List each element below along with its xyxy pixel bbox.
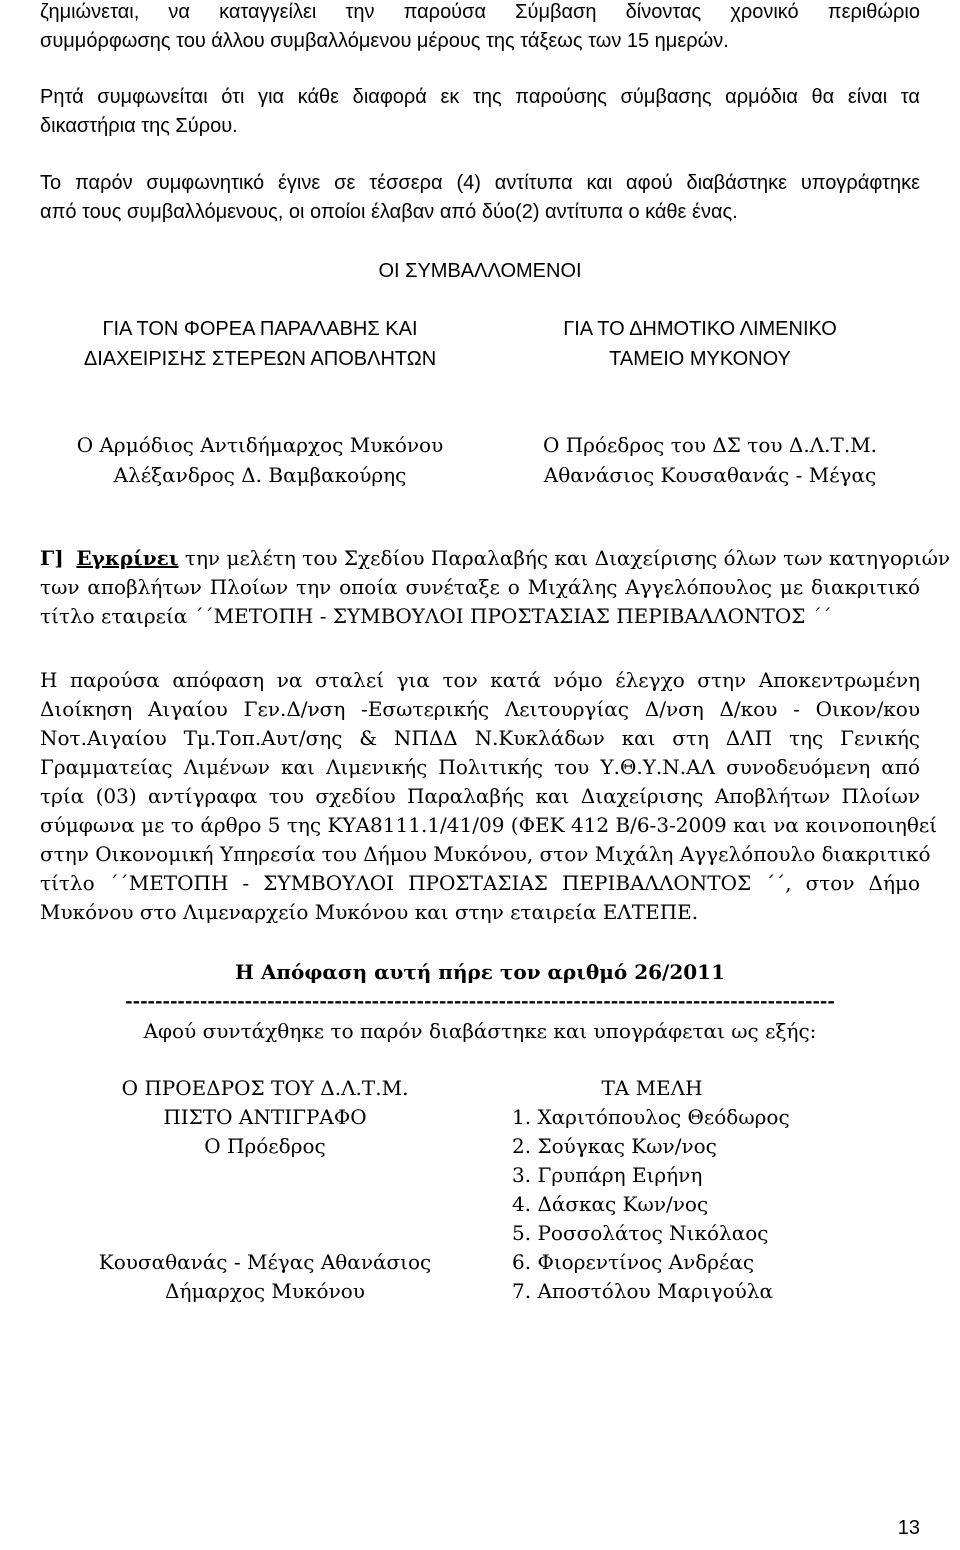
section-g-label: Γ] xyxy=(40,546,64,570)
dispatch-line-4: Γραμματείας Λιμένων και Λιμενικής Πολιτικής του Υ.Θ.Υ.Ν.ΑΛ συνοδευόμενη από xyxy=(40,755,920,779)
intro-line-2: συμμόρφωσης του άλλου συμβαλλόμενου μέρους της τάξεως των 15 ημερών. xyxy=(40,30,729,52)
jurisdiction-line-2: δικαστήρια της Σύρου. xyxy=(40,115,238,137)
member-item: 4. Δάσκας Κων/νος xyxy=(512,1192,709,1216)
dispatch-line-3: Νοτ.Αιγαίου Τμ.Τοπ.Αυτ/σης & ΝΠΔΔ Ν.Κυκλάδων και στη ΔΛΠ της Γενικής xyxy=(40,726,920,750)
decision-title: Η Απόφαση αυτή πήρε τον αριθμό 26/2011 xyxy=(234,960,725,984)
section-g-line-3: τίτλο εταιρεία ΄΄ΜΕΤΟΠΗ - ΣΥΜΒΟΥΛΟΙ ΠΡΟΣΤΑΣΙΑΣ ΠΕΡΙΒΑΛΛΟΝΤΟΣ ΄΄ xyxy=(40,604,832,628)
signatory-left-role: Ο Αρμόδιος Αντιδήμαρχος Μυκόνου xyxy=(76,433,444,457)
decision-separator: ----------------------------------------------------------------------------------------------- xyxy=(125,991,835,1012)
dispatch-line-8: τίτλο ΄΄ΜΕΤΟΠΗ - ΣΥΜΒΟΥΛΟΙ ΠΡΟΣΤΑΣΙΑΣ ΠΕΡΙΒΑΛΛΟΝΤΟΣ ΄΄, στον Δήμο xyxy=(40,871,920,895)
president-line-2: ΠΙΣΤΟ ΑΝΤΙΓΡΑΦΟ xyxy=(163,1105,367,1129)
dispatch-line-2: Διοίκηση Αιγαίου Γεν.Δ/νση -Εσωτερικής Λειτουργίας Δ/νση Δ/κου - Οικον/κου xyxy=(40,697,920,721)
party-left-line-1: ΓΙΑ ΤΟΝ ΦΟΡΕΑ ΠΑΡΑΛΑΒΗΣ ΚΑΙ xyxy=(102,318,418,340)
dispatch-line-7: στην Οικονομική Υπηρεσία του Δήμου Μυκόνου, στον Μιχάλη Αγγελόπουλο διακριτικό xyxy=(40,842,931,866)
signatory-right xyxy=(490,430,930,490)
dispatch-line-5: τρία (03) αντίγραφα του σχεδίου Παραλαβής και Διαχείρισης Αποβλήτων Πλοίων xyxy=(40,784,920,808)
president-signature xyxy=(90,1248,440,1306)
member-item: 5. Ροσσολάτος Νικόλαος xyxy=(512,1221,769,1245)
president-name: Κουσαθανάς - Μέγας Αθανάσιος xyxy=(98,1250,432,1274)
party-left-line-2: ΔΙΑΧΕΙΡΙΣΗΣ ΣΤΕΡΕΩΝ ΑΠΟΒΛΗΤΩΝ xyxy=(83,348,437,370)
members-heading: ΤΑ ΜΕΛΗ xyxy=(601,1076,703,1100)
section-g-line-2: των αποβλήτων Πλοίων την οποία συνέταξε ο Μιχάλης Αγγελόπουλος με διακριτικό xyxy=(40,575,920,599)
section-g-line-1 xyxy=(40,544,951,573)
closing-statement: Αφού συντάχθηκε το παρόν διαβάστηκε και υπογράφεται ως εξής: xyxy=(143,1019,817,1043)
party-right-block xyxy=(490,314,910,374)
president-title: Δήμαρχος Μυκόνου xyxy=(165,1279,365,1303)
member-item: 7. Αποστόλου Μαριγούλα xyxy=(512,1279,773,1303)
signatory-right-role: Ο Πρόεδρος του ΔΣ του Δ.Λ.Τ.Μ. xyxy=(542,433,878,457)
page-number: 13 xyxy=(897,1517,920,1539)
member-item: 3. Γρυπάρη Ειρήνη xyxy=(512,1163,703,1187)
president-line-1: Ο ΠΡΟΕΔΡΟΣ ΤΟΥ Δ.Λ.Τ.Μ. xyxy=(121,1076,409,1100)
section-g-line-1-rest: την μελέτη του Σχεδίου Παραλαβής και Διαχείρισης όλων των κατηγοριών xyxy=(178,546,951,570)
parties-heading: ΟΙ ΣΥΜΒΑΛΛΟΜΕΝΟΙ xyxy=(378,260,582,282)
copies-line-1: Το παρόν συμφωνητικό έγινε σε τέσσερα (4) αντίτυπα και αφού διαβάστηκε υπογράφτηκε xyxy=(40,172,920,194)
party-right-line-2: ΤΑΜΕΙΟ ΜΥΚΟΝΟΥ xyxy=(609,348,791,370)
party-right-line-1: ΓΙΑ ΤΟ ΔΗΜΟΤΙΚΟ ΛΙΜΕΝΙΚΟ xyxy=(563,318,837,340)
president-line-3: Ο Πρόεδρος xyxy=(204,1134,326,1158)
signatory-right-name: Αθανάσιος Κουσαθανάς - Μέγας xyxy=(543,463,877,487)
section-g-verb: Εγκρίνει xyxy=(76,546,179,570)
intro-line-1: ζημιώνεται, να καταγγείλει την παρούσα Σύμβαση δίνοντας χρονικό περιθώριο xyxy=(40,1,920,23)
signatory-left-name: Αλέξανδρος Δ. Βαμβακούρης xyxy=(113,463,407,487)
copies-line-2: από τους συμβαλλόμενους, οι οποίοι έλαβαν από δύο(2) αντίτυπα ο κάθε ένας. xyxy=(40,201,738,223)
dispatch-line-9: Μυκόνου στο Λιμεναρχείο Μυκόνου και στην εταιρεία ΕΛΤΕΠΕ. xyxy=(40,900,699,924)
president-block xyxy=(90,1074,440,1161)
member-item: 6. Φιορεντίνος Ανδρέας xyxy=(512,1250,755,1274)
member-item: 2. Σούγκας Κων/νος xyxy=(512,1134,717,1158)
signatory-left xyxy=(40,430,480,490)
member-item: 1. Χαριτόπουλος Θεόδωρος xyxy=(512,1105,790,1129)
dispatch-line-1: Η παρούσα απόφαση να σταλεί για τον κατά νόμο έλεγχο στην Αποκεντρωμένη xyxy=(40,668,920,692)
jurisdiction-line-1: Ρητά συμφωνείται ότι για κάθε διαφορά εκ της παρούσης σύμβασης αρμόδια θα είναι τα xyxy=(40,86,920,108)
members-block xyxy=(512,1074,812,1306)
party-left-block xyxy=(40,314,480,374)
dispatch-line-6: σύμφωνα με το άρθρο 5 της ΚΥΑ8111.1/41/09 (ΦΕΚ 412 Β/6-3-2009 και να κοινοποιηθεί xyxy=(40,813,938,837)
